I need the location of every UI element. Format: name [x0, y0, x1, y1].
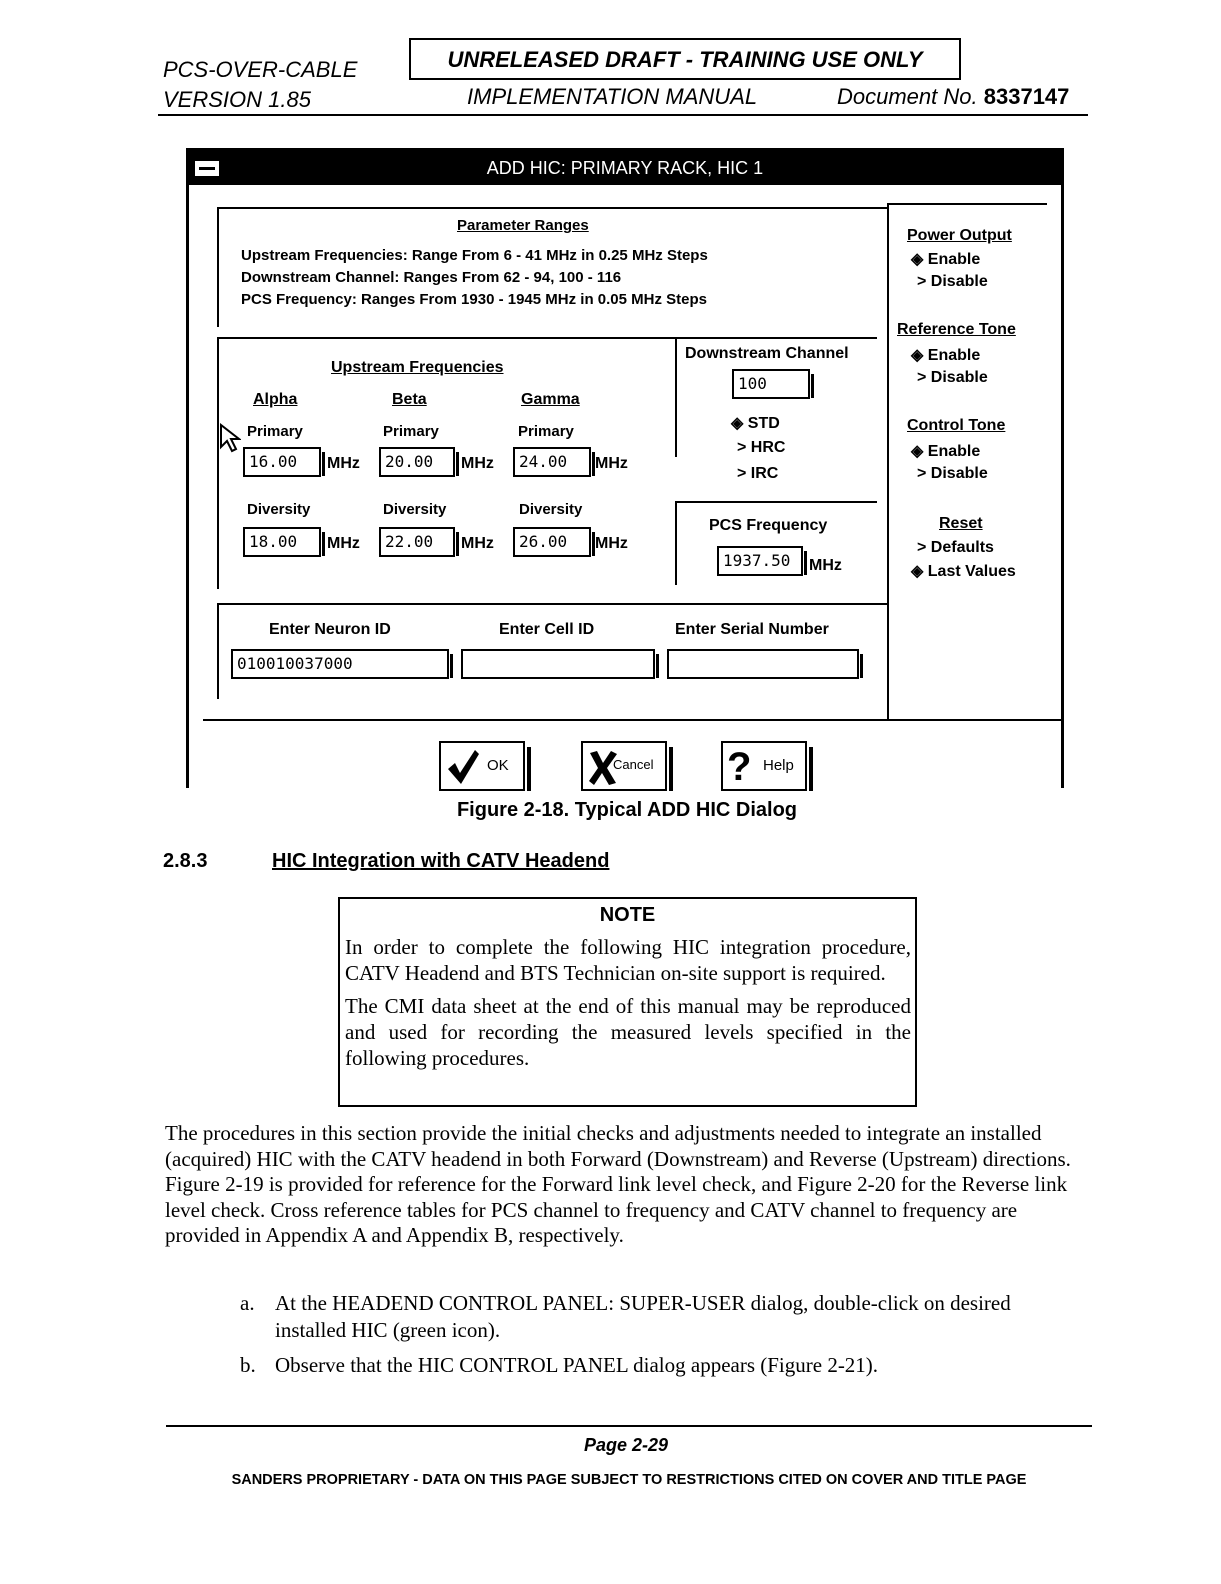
proprietary-notice: SANDERS PROPRIETARY - DATA ON THIS PAGE SUBJECT TO RESTRICTIONS CITED ON COVER AND TITLE PAGE: [231, 1472, 1027, 1488]
downstream-channel-title: Downstream Channel: [685, 345, 849, 362]
draft-banner: UNRELEASED DRAFT - TRAINING USE ONLY: [409, 38, 961, 80]
alpha-primary-unit: MHz: [327, 455, 360, 472]
beta-primary-unit: MHz: [461, 455, 494, 472]
step-b-text: Observe that the HIC CONTROL PANEL dialog appears (Figure 2-21).: [275, 1353, 879, 1377]
beta-primary-label: Primary: [383, 423, 439, 440]
alpha-label: Alpha: [253, 391, 298, 408]
dialog-titlebar: [189, 151, 1061, 185]
radio-selected-icon: ◈: [911, 347, 924, 364]
gamma-label: Gamma: [521, 391, 580, 408]
radio-unselected-icon: >: [917, 369, 927, 386]
button-bar-separator: [203, 719, 1061, 721]
downstream-frame-top: [675, 337, 877, 339]
gamma-primary-input[interactable]: 24.00: [513, 447, 591, 477]
reset-defaults-radio[interactable]: > Defaults: [917, 539, 994, 556]
reference-tone-title: Reference Tone: [897, 321, 1016, 338]
question-mark-icon: ?: [727, 745, 752, 789]
gamma-primary-label: Primary: [518, 423, 574, 440]
cancel-button[interactable]: Cancel: [581, 741, 667, 791]
id-frame-top: [217, 603, 887, 605]
control-tone-enable-radio[interactable]: ◈ Enable: [911, 443, 981, 460]
section-title: HIC Integration with CATV Headend: [272, 850, 610, 872]
mouse-cursor-icon: [219, 423, 241, 453]
param-frame-left: [217, 207, 219, 327]
page-number: Page 2-29: [583, 1435, 669, 1455]
pcs-frame-left: [675, 501, 677, 585]
neuron-id-label: Enter Neuron ID: [269, 621, 391, 638]
upstream-group-title: Upstream Frequencies: [331, 359, 504, 376]
radio-unselected-icon: >: [737, 465, 747, 482]
note-paragraph-1: In order to complete the following HIC integration procedure, CATV Headend and BTS Technician on-site support is required.: [345, 935, 911, 985]
pcs-frequency-input[interactable]: 1937.50: [717, 546, 803, 576]
system-menu-icon[interactable]: [195, 161, 219, 176]
downstream-channel-input[interactable]: 100: [732, 369, 810, 399]
right-panel-top: [887, 203, 1047, 205]
checkmark-icon: [445, 747, 481, 787]
upstream-range-text: Upstream Frequencies: Range From 6 - 41 MHz in 0.25 MHz Steps: [241, 247, 708, 264]
document-number: [837, 84, 1069, 110]
param-ranges-title: Parameter Ranges: [457, 217, 589, 234]
control-tone-disable-radio[interactable]: > Disable: [917, 465, 988, 482]
ok-button[interactable]: OK: [439, 741, 525, 791]
control-tone-title: Control Tone: [907, 417, 1006, 434]
manual-title: IMPLEMENTATION MANUAL: [467, 84, 758, 109]
header-rule: [158, 114, 1088, 116]
doc-label: Document No.: [837, 84, 978, 109]
serial-number-label: Enter Serial Number: [675, 621, 829, 638]
beta-diversity-label: Diversity: [383, 501, 447, 518]
id-frame-left: [217, 603, 219, 699]
step-a-text: At the HEADEND CONTROL PANEL: SUPER-USER dialog, double-click on desired installed HIC (green icon).: [275, 1291, 1011, 1342]
pcs-range-text: PCS Frequency: Ranges From 1930 - 1945 MHz in 0.05 MHz Steps: [241, 291, 707, 308]
reset-last-values-radio[interactable]: ◈ Last Values: [911, 563, 1016, 580]
upstream-frame-top: [217, 337, 675, 339]
serial-number-input[interactable]: [667, 649, 859, 679]
beta-primary-input[interactable]: 20.00: [379, 447, 455, 477]
gamma-primary-unit: MHz: [595, 455, 628, 472]
alpha-primary-label: Primary: [247, 423, 303, 440]
beta-diversity-unit: MHz: [461, 535, 494, 552]
downstream-frame-left: [675, 337, 677, 457]
param-frame-top: [217, 207, 887, 209]
gamma-diversity-input[interactable]: 26.00: [513, 527, 591, 557]
radio-selected-icon: ◈: [731, 415, 744, 432]
reference-tone-disable-radio[interactable]: > Disable: [917, 369, 988, 386]
std-radio[interactable]: ◈ STD: [731, 415, 780, 432]
body-paragraph: The procedures in this section provide the initial checks and adjustments needed to integrate an installed (acquired) HIC with the CATV headend in both Forward (Downstream) and Reverse (Upstream) directions. Figure 2-19 is provided for reference for the Forward link level check, and Figure 2-20 for the Reverse link level check. Cross reference tables for PCS channel to frequency and CATV channel to frequency are provided in Appendix A and Appendix B, respectively.: [165, 1121, 1071, 1247]
radio-unselected-icon: >: [917, 539, 927, 556]
right-panel-divider: [887, 203, 889, 721]
cell-id-label: Enter Cell ID: [499, 621, 595, 638]
alpha-diversity-label: Diversity: [247, 501, 311, 518]
document-header-left: [163, 55, 357, 115]
dialog-title: ADD HIC: PRIMARY RACK, HIC 1: [486, 158, 764, 178]
figure-caption: Figure 2-18. Typical ADD HIC Dialog: [456, 799, 798, 821]
note-title: NOTE: [599, 904, 656, 926]
help-button[interactable]: ? Help: [721, 741, 807, 791]
power-output-disable-radio[interactable]: > Disable: [917, 273, 988, 290]
irc-radio[interactable]: > IRC: [737, 465, 779, 482]
gamma-diversity-label: Diversity: [519, 501, 583, 518]
radio-unselected-icon: >: [917, 273, 927, 290]
radio-selected-icon: ◈: [911, 443, 924, 460]
note-box: [338, 897, 917, 1107]
alpha-diversity-input[interactable]: 18.00: [243, 527, 321, 557]
beta-diversity-input[interactable]: 22.00: [379, 527, 455, 557]
cell-id-input[interactable]: [461, 649, 655, 679]
upstream-frame-left: [217, 339, 219, 589]
add-hic-dialog: [186, 148, 1064, 788]
product-name: PCS-OVER-CABLE: [163, 57, 358, 82]
radio-unselected-icon: >: [737, 439, 747, 456]
power-output-enable-radio[interactable]: ◈ Enable: [911, 251, 981, 268]
reference-tone-enable-radio[interactable]: ◈ Enable: [911, 347, 981, 364]
section-number: 2.8.3: [163, 850, 208, 872]
beta-label: Beta: [392, 391, 427, 408]
downstream-range-text: Downstream Channel: Ranges From 62 - 94, 100 - 116: [241, 269, 622, 286]
footer-rule: [166, 1425, 1092, 1427]
version-label: VERSION 1.85: [163, 87, 311, 112]
step-a-marker: a.: [240, 1291, 255, 1315]
pcs-frame-top: [675, 501, 877, 503]
hrc-radio[interactable]: > HRC: [737, 439, 786, 456]
power-output-title: Power Output: [907, 227, 1012, 244]
doc-number-value: 8337147: [983, 84, 1070, 109]
gamma-diversity-unit: MHz: [595, 535, 628, 552]
reset-title: Reset: [939, 515, 983, 532]
note-paragraph-2: The CMI data sheet at the end of this manual may be reproduced and used for recording the measured levels specified in the following procedures.: [345, 994, 911, 1070]
step-b-marker: b.: [240, 1353, 256, 1377]
radio-unselected-icon: >: [917, 465, 927, 482]
radio-selected-icon: ◈: [911, 251, 924, 268]
neuron-id-input[interactable]: 010010037000: [231, 649, 449, 679]
radio-selected-icon: ◈: [911, 563, 924, 580]
pcs-frequency-unit: MHz: [809, 557, 842, 574]
alpha-diversity-unit: MHz: [327, 535, 360, 552]
alpha-primary-input[interactable]: 16.00: [243, 447, 321, 477]
pcs-frequency-title: PCS Frequency: [709, 517, 828, 534]
